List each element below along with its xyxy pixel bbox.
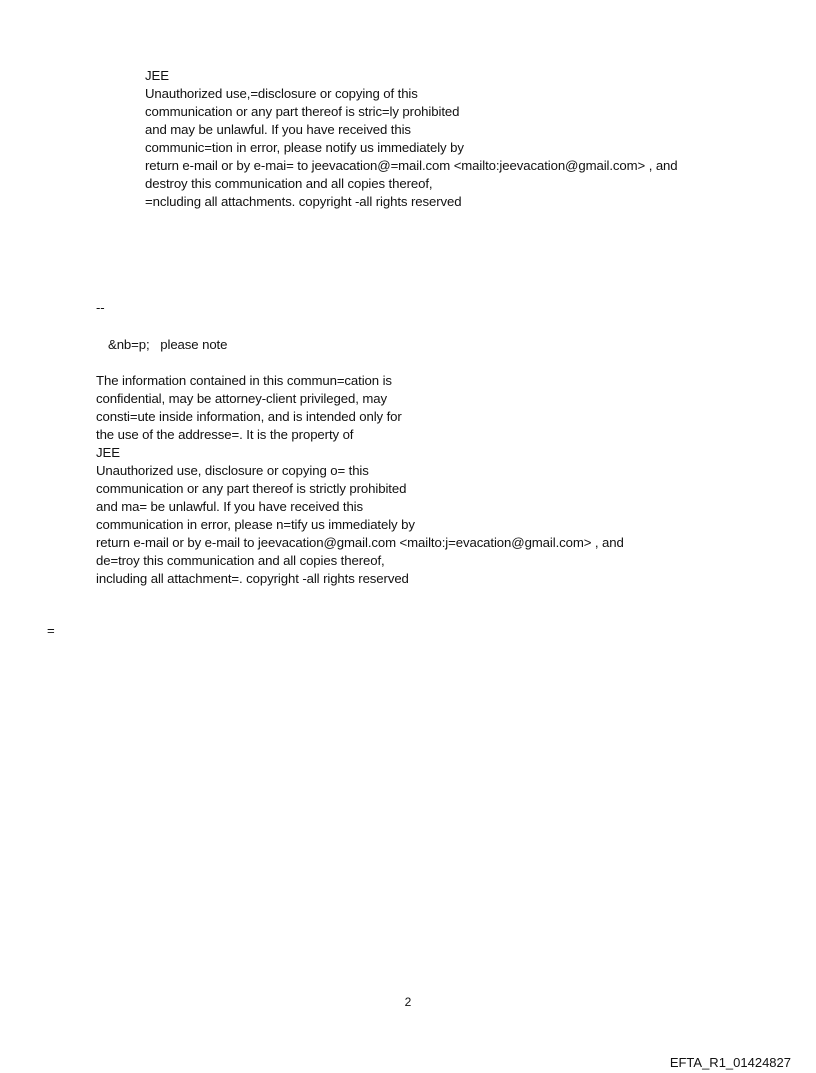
text-line: and may be unlawful. If you have received this	[145, 122, 411, 137]
text-line: including all attachment=. copyright -all rights reserved	[96, 571, 409, 586]
text-line: =ncluding all attachments. copyright -all rights reserved	[145, 194, 462, 209]
text-line: confidential, may be attorney-client privileged, may	[96, 391, 387, 406]
text-line: destroy this communication and all copies thereof,	[145, 176, 433, 191]
text-line: return e-mail or by e-mai= to jeevacation@=mail.com <mailto:jeevacation@gmail.com> , and	[145, 158, 678, 173]
text-line: communication or any part thereof is strictly prohibited	[96, 481, 407, 496]
text-line: JEE	[145, 68, 169, 83]
text-line: and ma= be unlawful. If you have received this	[96, 499, 364, 514]
text-line: return e-mail or by e-mail to jeevacation@gmail.com <mailto:j=evacation@gmail.com> , and	[96, 535, 624, 550]
trailing-equals: =	[47, 623, 55, 638]
please-note-line: &nb=p; please note	[108, 337, 228, 352]
text-line: Unauthorized use,=disclosure or copying of this	[145, 86, 418, 101]
text-line: JEE	[96, 445, 120, 460]
text-line: communication in error, please n=tify us immediately by	[96, 517, 415, 532]
text-line: The information contained in this commun=cation is	[96, 373, 392, 388]
text-line: de=troy this communication and all copies thereof,	[96, 553, 385, 568]
text-line: Unauthorized use, disclosure or copying o= this	[96, 463, 369, 478]
signature-separator: --	[96, 300, 105, 315]
text-line: consti=ute inside information, and is intended only for	[96, 409, 402, 424]
page-number: 2	[404, 995, 412, 1009]
document-id: EFTA_R1_01424827	[669, 1055, 791, 1070]
text-line: communic=tion in error, please notify us immediately by	[145, 140, 464, 155]
text-line: the use of the addresse=. It is the property of	[96, 427, 354, 442]
text-line: communication or any part thereof is stric=ly prohibited	[145, 104, 460, 119]
